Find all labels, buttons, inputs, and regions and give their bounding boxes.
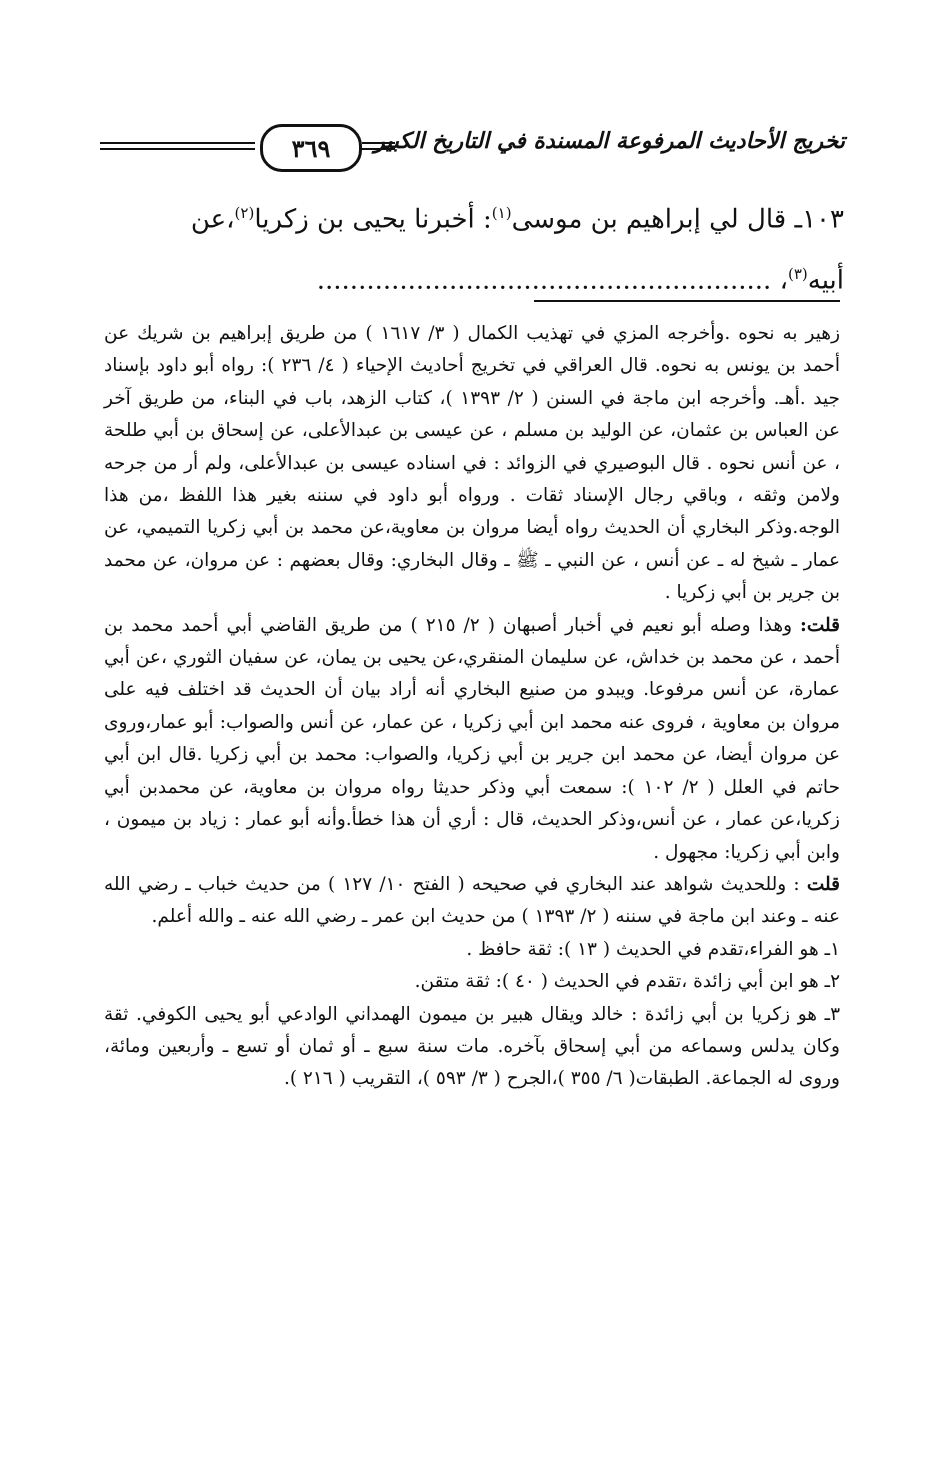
header-rule-left [100,142,255,150]
hadith-line-2 [100,247,844,308]
footnote-ref-2: (٢) [234,204,255,222]
hadith-connector: ،عن [190,204,235,235]
running-title: تخريج الأحاديث المرفوعة المسندة في التاريخ الكبير [374,128,845,154]
header-rule-right [362,142,395,150]
note-qultu-1 [104,610,840,869]
note-qultu-2 [104,869,840,934]
page-number: ٣٦٩ [291,133,331,163]
footnote-separator [534,300,840,302]
footnote-ref-1: (١) [491,204,512,222]
footnotes [104,318,840,1096]
hadith-line-1 [100,186,844,247]
qultu-text-1: وهذا وصله أبو نعيم في أخبار أصبهان ( ٢/ ٢١٥ ) من طريق القاضي أبي أحمد محمد بن أحمد ، عن محمد بن خداش، عن سليمان المنقري،عن يحيى بن يمان، عن سفيان الثوري ،عن أبي عمارة، عن أنس مرفوعا. ويبدو من صنيع البخاري أنه أراد بيان أن الحديث قد اختلف فيه على مروان بن معاوية ، فروى عنه محمد ابن أبي زكريا ، عن عمار، عن أنس والصواب: أبو عمار،وروى عن مروان أيضا، عن محمد ابن جرير بن أبي زكريا، والصواب: محمد بن أبي زكريا .قال ابن أبي حاتم في العلل ( ٢/ ١٠٢ ): سمعت أبي وذكر حديثا رواه مروان بن معاوية، عن محمدبن أبي زكريا،عن عمار ، عن أنس،وذكر الحديث، قال : أري أن هذا خطأ.وأنه أبو عمار : زياد بن ميمون ، وابن أبي زكريا: مجهول . [104,614,841,863]
footnote-3: ٣ـ هو زكريا بن أبي زائدة : خالد ويقال هبير بن ميمون الهمداني الوادعي أبو يحيى الكوفي. ثقة وكان يدلس وسماعه من أبي إسحاق بآخره. مات سنة سبع ـ أو ثمان أو تسع ـ وأربعين ومائة، وروى له الجماعة. الطبقات( ٦/ ٣٥٥ )،الجرح ( ٣/ ٥٩٣ )، التقريب ( ٢١٦ ). [104,1003,840,1090]
hadith-narrator-1: ١٠٣ـ قال لي إبراهيم بن موسى [511,204,844,235]
footnote-ref-3: (٣) [787,264,808,283]
hadith-text [100,186,844,307]
hadith-narrator-2: : أخبرنا يحيى بن زكريا [254,204,492,235]
page-header [100,118,845,176]
footnote-2: ٢ـ هو ابن أبي زائدة ،تقدم في الحديث ( ٤٠ ): ثقة متقن. [414,971,840,993]
hadith-narrator-3: أبيه [807,265,844,296]
qultu-text-2: : وللحديث شواهد عند البخاري في صحيحه ( الفتح ١٠/ ١٢٧ ) من حديث خباب ـ رضي الله عنه ـ وعند ابن ماجة في سننه ( ٢/ ١٣٩٣ ) من حديث ابن عمر ـ رضي الله عنه ـ والله أعلم. [104,873,840,928]
footnote-continuation: زهير به نحوه .وأخرجه المزي في تهذيب الكمال ( ٣/ ١٦١٧ ) من طريق إبراهيم بن شريك عن أحمد بن يونس به نحوه. قال العراقي في تخريج أحاديث الإحياء ( ٤/ ٢٣٦ ): رواه أبو داود بإسناد جيد .أهـ. وأخرجه ابن ماجة في السنن ( ٢/ ١٣٩٣ )، كتاب الزهد، باب في البناء، من طريق آخر عن العباس بن عثمان، عن الوليد بن مسلم ، عن عيسى بن عبدالأعلى، عن إسحاق بن أبي طلحة ، عن أنس نحوه . قال البوصيري في الزوائد : في اسناده عيسى بن عبدالأعلى، ولم أر من جرحه ولامن وثقه ، وباقي رجال الإسناد ثقات . ورواه أبو داود في سننه بغير هذا اللفظ ،من هذا الوجه.وذكر البخاري أن الحديث رواه أيضا مروان بن معاوية،عن محمد بن أبي زكريا التميمي، عن عمار ـ شيخ له ـ عن أنس ، عن النبي ـ ﷺ ـ وقال البخاري: وقال بعضهم : عن مروان، عن محمد بن جرير بن أبي زكريا . [104,323,840,604]
page-number-frame [260,124,362,172]
footnote-1: ١ـ هو الفراء،تقدم في الحديث ( ١٣ ): ثقة حافظ . [466,938,840,960]
qultu-label-1: قلت: [800,614,841,636]
hadith-ellipsis: ، ....................................................... [316,265,788,296]
qultu-label-2: قلت [806,873,840,895]
